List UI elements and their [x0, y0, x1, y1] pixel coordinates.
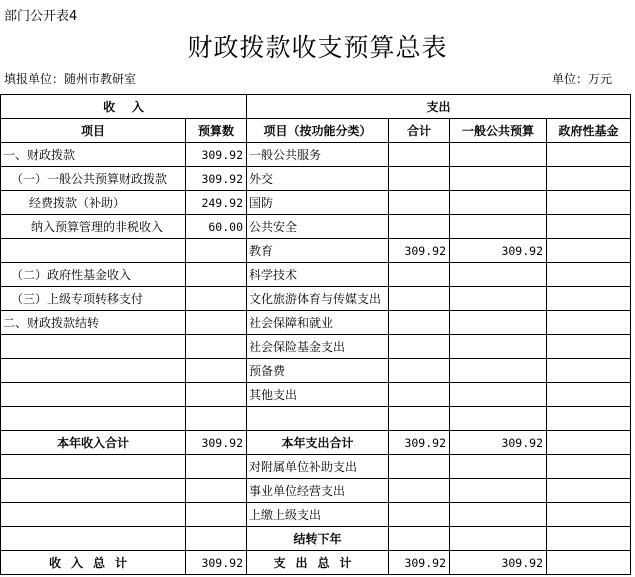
expense-total — [389, 503, 450, 527]
col-budget: 预算数 — [186, 119, 247, 143]
expense-item: 文化旅游体育与传媒支出 — [247, 287, 389, 311]
expense-general — [450, 503, 547, 527]
expense-fund — [547, 215, 631, 239]
expense-general — [450, 191, 547, 215]
header-row-1 — [1, 95, 631, 119]
expense-total: 309.92 — [389, 239, 450, 263]
table-row — [1, 527, 631, 551]
expense-fund — [547, 287, 631, 311]
expense-general: 309.92 — [450, 239, 547, 263]
income-item: 经费拨款（补助） — [1, 191, 186, 215]
table-row — [1, 311, 631, 335]
expense-general — [450, 527, 547, 551]
col-func: 项目（按功能分类） — [247, 119, 389, 143]
dept-table-label: 部门公开表4 — [4, 9, 78, 24]
income-amount — [186, 359, 247, 383]
expense-fund — [547, 143, 631, 167]
table-row — [1, 263, 631, 287]
expense-general — [450, 455, 547, 479]
expense-total — [389, 479, 450, 503]
income-subtotal-label: 本年收入合计 — [1, 431, 186, 455]
expense-fund — [547, 263, 631, 287]
col-general: 一般公共预算 — [450, 119, 547, 143]
expense-general — [450, 167, 547, 191]
expense-fund — [547, 167, 631, 191]
income-amount: 60.00 — [186, 215, 247, 239]
expense-total — [389, 215, 450, 239]
expense-total: 309.92 — [389, 431, 450, 455]
table-row — [1, 167, 631, 191]
table-row — [1, 503, 631, 527]
col-item: 项目 — [1, 119, 186, 143]
carryover-label: 结转下年 — [247, 527, 389, 551]
income-amount — [186, 287, 247, 311]
col-total: 合计 — [389, 119, 450, 143]
expense-item: 预备费 — [247, 359, 389, 383]
table-row — [1, 407, 631, 431]
expense-fund — [547, 551, 631, 575]
expense-general — [450, 263, 547, 287]
income-item — [1, 455, 186, 479]
income-amount: 249.92 — [186, 191, 247, 215]
income-item: （二）政府性基金收入 — [1, 263, 186, 287]
income-item: 纳入预算管理的非税收入 — [1, 215, 186, 239]
income-amount — [186, 503, 247, 527]
expense-header: 支出 — [247, 95, 631, 119]
income-item: （三）上级专项转移支付 — [1, 287, 186, 311]
subtotal-row — [1, 431, 631, 455]
expense-fund — [547, 479, 631, 503]
expense-item: 外交 — [247, 167, 389, 191]
income-amount — [186, 335, 247, 359]
page-title: 财政拨款收支预算总表 — [187, 33, 448, 62]
income-amount — [186, 407, 247, 431]
expense-fund — [547, 455, 631, 479]
table-row — [1, 191, 631, 215]
income-amount — [186, 383, 247, 407]
col-fund: 政府性基金 — [547, 119, 631, 143]
expense-fund — [547, 383, 631, 407]
income-item — [1, 335, 186, 359]
income-grand-total-label: 收入总计 — [1, 551, 186, 575]
expense-item: 上缴上级支出 — [247, 503, 389, 527]
expense-fund — [547, 191, 631, 215]
expense-total — [389, 383, 450, 407]
expense-total — [389, 287, 450, 311]
income-amount — [186, 239, 247, 263]
expense-general — [450, 479, 547, 503]
income-item — [1, 407, 186, 431]
expense-general — [450, 335, 547, 359]
expense-item: 社会保险基金支出 — [247, 335, 389, 359]
reporting-unit: 填报单位：随州市教研室 — [4, 72, 137, 86]
expense-general — [450, 383, 547, 407]
expense-total — [389, 143, 450, 167]
expense-general — [450, 143, 547, 167]
income-item — [1, 359, 186, 383]
income-amount — [186, 479, 247, 503]
expense-total — [389, 311, 450, 335]
expense-total — [389, 359, 450, 383]
income-item — [1, 503, 186, 527]
expense-general — [450, 287, 547, 311]
table-row — [1, 335, 631, 359]
table-row — [1, 239, 631, 263]
table-row — [1, 479, 631, 503]
expense-general — [450, 311, 547, 335]
expense-item: 公共安全 — [247, 215, 389, 239]
income-item: 一、财政拨款 — [1, 143, 186, 167]
expense-item: 一般公共服务 — [247, 143, 389, 167]
expense-total — [389, 263, 450, 287]
money-unit: 单位：万元 — [552, 72, 613, 86]
expense-fund — [547, 335, 631, 359]
expense-total — [389, 191, 450, 215]
expense-item: 教育 — [247, 239, 389, 263]
expense-total: 309.92 — [389, 551, 450, 575]
income-amount: 309.92 — [186, 551, 247, 575]
expense-fund — [547, 527, 631, 551]
expense-fund — [547, 503, 631, 527]
expense-item — [247, 407, 389, 431]
income-amount: 309.92 — [186, 167, 247, 191]
income-amount — [186, 311, 247, 335]
income-amount — [186, 527, 247, 551]
income-amount — [186, 455, 247, 479]
table-row — [1, 287, 631, 311]
expense-total — [389, 527, 450, 551]
expense-fund — [547, 311, 631, 335]
grand-total-row — [1, 551, 631, 575]
income-amount: 309.92 — [186, 431, 247, 455]
expense-item: 对附属单位补助支出 — [247, 455, 389, 479]
income-item: 二、财政拨款结转 — [1, 311, 186, 335]
table-row — [1, 383, 631, 407]
expense-fund — [547, 239, 631, 263]
income-amount — [186, 263, 247, 287]
table-row — [1, 455, 631, 479]
expense-grand-total-label: 支出总计 — [247, 551, 389, 575]
expense-total — [389, 455, 450, 479]
expense-fund — [547, 359, 631, 383]
income-item — [1, 479, 186, 503]
income-item — [1, 383, 186, 407]
table-row — [1, 143, 631, 167]
income-item: （一）一般公共预算财政拨款 — [1, 167, 186, 191]
expense-general — [450, 407, 547, 431]
expense-fund — [547, 407, 631, 431]
income-header: 收 入 — [1, 95, 247, 119]
expense-general — [450, 215, 547, 239]
expense-general: 309.92 — [450, 551, 547, 575]
expense-general: 309.92 — [450, 431, 547, 455]
expense-item: 国防 — [247, 191, 389, 215]
income-item — [1, 239, 186, 263]
expense-fund — [547, 431, 631, 455]
header-row-2 — [1, 119, 631, 143]
table-row — [1, 215, 631, 239]
income-amount: 309.92 — [186, 143, 247, 167]
expense-total — [389, 407, 450, 431]
expense-general — [450, 359, 547, 383]
expense-item: 社会保障和就业 — [247, 311, 389, 335]
budget-table — [0, 94, 631, 575]
expense-item: 科学技术 — [247, 263, 389, 287]
expense-item: 事业单位经营支出 — [247, 479, 389, 503]
expense-total — [389, 167, 450, 191]
expense-item: 其他支出 — [247, 383, 389, 407]
expense-subtotal-label: 本年支出合计 — [247, 431, 389, 455]
income-item — [1, 527, 186, 551]
expense-total — [389, 335, 450, 359]
table-row — [1, 359, 631, 383]
